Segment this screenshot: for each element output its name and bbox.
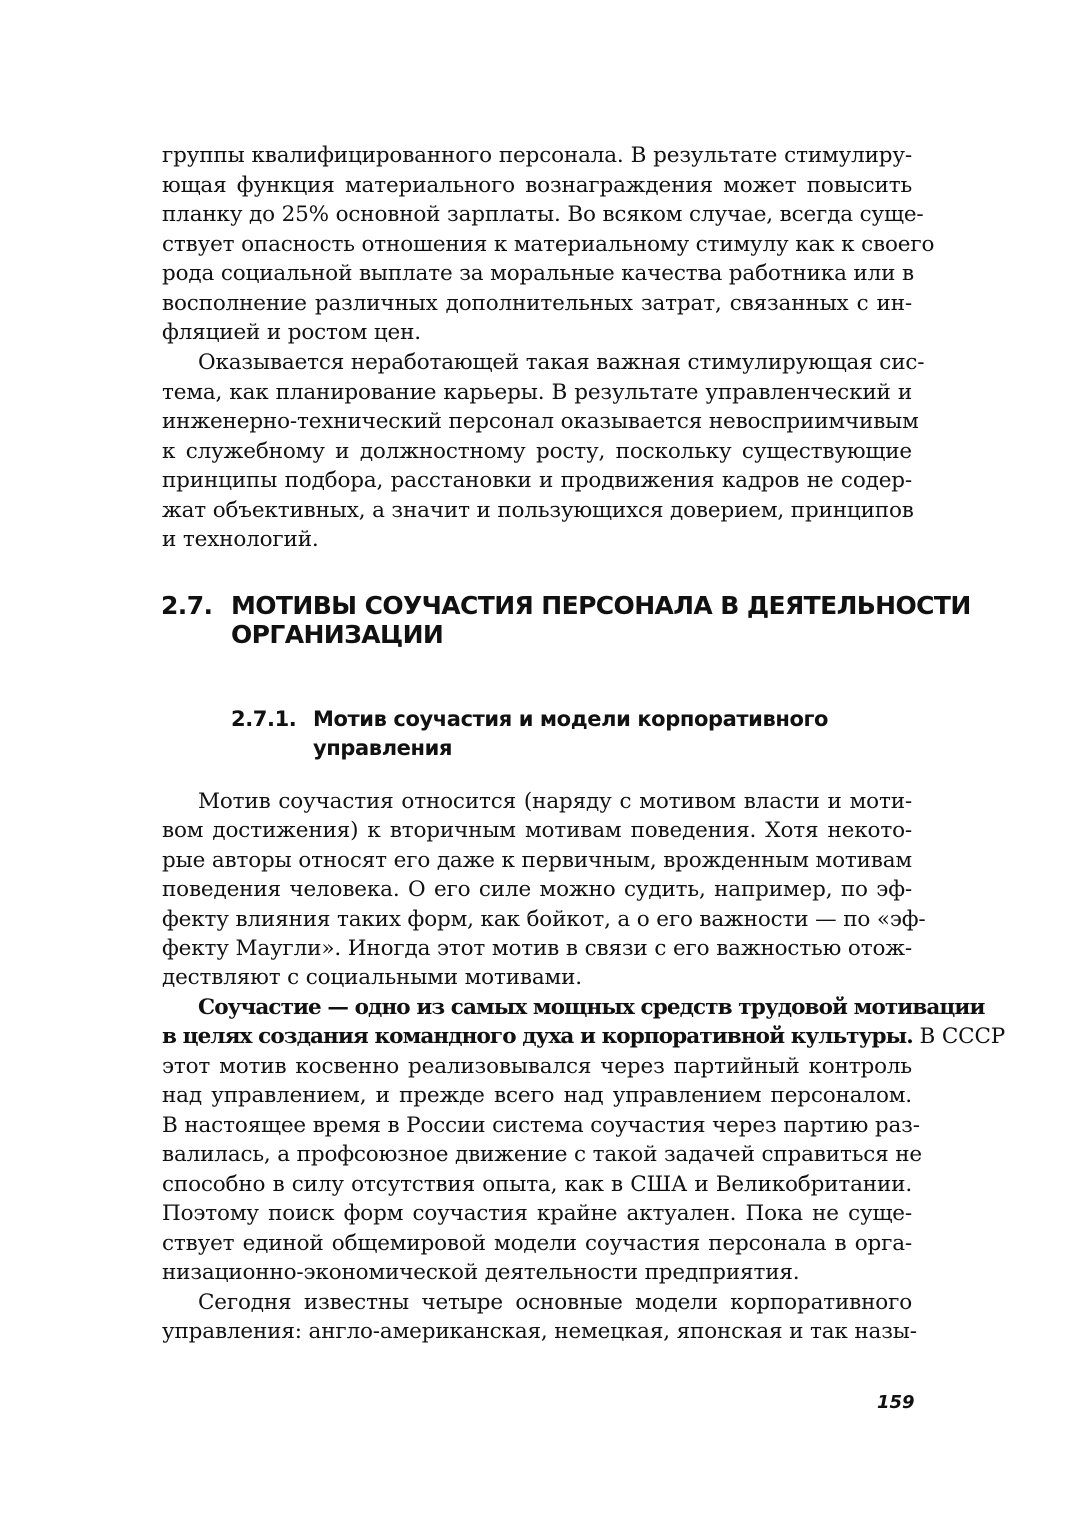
subsection-number: 2.7.1.: [231, 707, 297, 731]
text-line-mixed: [162, 1022, 1006, 1052]
emphasis-text: Соучастие — одно из самых мощных средств трудовой мотивации: [198, 995, 985, 1020]
text-line: инженерно-технический персонал оказывается невосприимчивым: [162, 409, 919, 434]
text-line-emphasis: [198, 993, 985, 1023]
subsection-heading: [231, 705, 828, 734]
text-line: ствует единой общемировой модели соучастия персонала в орга-: [162, 1231, 912, 1256]
text-line: тема, как планирование карьеры. В результате управленческий и: [162, 380, 912, 405]
text-line: и технологий.: [162, 527, 319, 552]
text-line: восполнение различных дополнительных затрат, связанных с ин-: [162, 291, 912, 316]
text-line: Сегодня известны четыре основные модели корпоративного: [198, 1290, 912, 1315]
text-line: к служебному и должностному росту, поскольку существующие: [162, 439, 912, 464]
text-line: этот мотив косвенно реализовывался через партийный контроль: [162, 1054, 912, 1079]
text-line: фекту влияния таких форм, как бойкот, а о его важности — по «эф-: [162, 907, 926, 932]
page-number: 159: [877, 1392, 915, 1413]
subsection-title-line1: Мотив соучастия и модели корпоративного: [313, 707, 829, 731]
section-title-line1: МОТИВЫ СОУЧАСТИЯ ПЕРСОНАЛА В ДЕЯТЕЛЬНОСТИ: [231, 591, 971, 620]
text-line: жат объективных, а значит и пользующихся доверием, принципов: [162, 498, 914, 523]
text-line: вом достижения) к вторичным мотивам поведения. Хотя некото-: [162, 818, 912, 843]
text-line: управления: англо-американская, немецкая, японская и так назы-: [162, 1319, 917, 1344]
text-line: рода социальной выплате за моральные качества работника или в: [162, 261, 914, 286]
text-line: Мотив соучастия относится (наряду с мотивом власти и моти-: [198, 789, 912, 814]
subsection-title-line2: управления: [313, 736, 453, 760]
section-title-line2: ОРГАНИЗАЦИИ: [231, 620, 444, 649]
text-line: группы квалифицированного персонала. В результате стимулиру-: [162, 143, 912, 168]
text-line: В настоящее время в России система соучастия через партию раз-: [162, 1113, 920, 1138]
text-line: фляцией и ростом цен.: [162, 320, 421, 345]
text-line: ющая функция материального вознаграждения может повысить: [162, 173, 912, 198]
text-line: валилась, а профсоюзное движение с такой задачей справиться не: [162, 1142, 922, 1167]
text-line: принципы подбора, расстановки и продвижения кадров не содер-: [162, 468, 912, 493]
text-line: поведения человека. О его силе можно судить, например, по эф-: [162, 877, 912, 902]
text-line: Оказывается неработающей такая важная стимулирующая сис-: [198, 350, 925, 375]
text-line: ствует опасность отношения к материальному стимулу как к своего: [162, 232, 935, 257]
text-line: дествляют с социальными мотивами.: [162, 965, 582, 990]
text-line: Поэтому поиск форм соучастия крайне актуален. Пока не суще-: [162, 1201, 912, 1226]
text-line: низационно-экономической деятельности предприятия.: [162, 1260, 800, 1285]
section-number: 2.7.: [161, 591, 213, 620]
text-run: В СССР: [912, 1024, 1006, 1049]
text-line: способно в силу отсутствия опыта, как в США и Великобритании.: [162, 1172, 912, 1197]
text-line: рые авторы относят его даже к первичным, врожденным мотивам: [162, 848, 912, 873]
emphasis-text: в целях создания командного духа и корпоративной культуры.: [162, 1024, 913, 1049]
text-line: над управлением, и прежде всего над управлением персоналом.: [162, 1083, 912, 1108]
text-line: планку до 25% основной зарплаты. Во всяком случае, всегда суще-: [162, 202, 924, 227]
text-line: фекту Маугли». Иногда этот мотив в связи с его важностью отож-: [162, 936, 912, 961]
